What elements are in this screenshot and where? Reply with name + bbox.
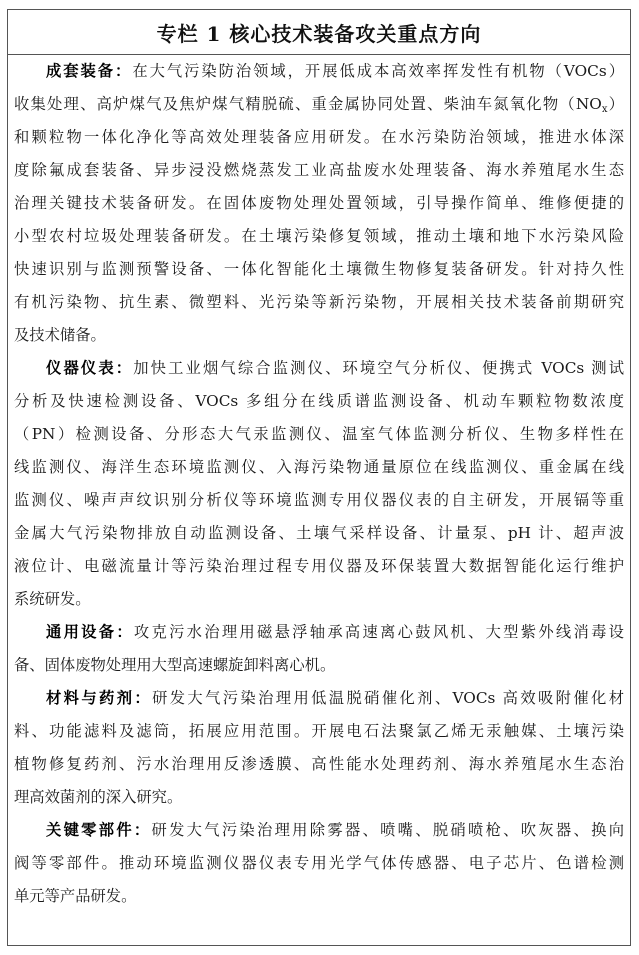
section-complete-equipment bbox=[14, 55, 624, 352]
text-line: 理高效菌剂的深入研究。 bbox=[14, 788, 183, 806]
text-line: 关键零部件：研发大气污染治理用除雾器、喷嘴、脱硝喷枪、吹灰器、换向 bbox=[46, 821, 624, 839]
text-line: 及技术储备。 bbox=[14, 326, 106, 344]
text-line: 通用设备：攻克污水治理用磁悬浮轴承高速离心鼓风机、大型紫外线消毒设 bbox=[46, 623, 624, 641]
section-lead: 材料与药剂： bbox=[46, 689, 153, 707]
text-line: 液位计、电磁流量计等污染治理过程专用仪器及环保装置大数据智能化运行维护 bbox=[14, 557, 624, 575]
section-lead: 仪器仪表： bbox=[46, 359, 134, 377]
text-line: 和颗粒物一体化净化等高效处理装备应用研发。在水污染防治领域，推进水体深 bbox=[14, 128, 624, 146]
section-instruments bbox=[14, 352, 624, 616]
text-line: 材料与药剂：研发大气污染治理用低温脱硝催化剂、VOCs 高效吸附催化材 bbox=[46, 689, 624, 707]
text-line: 收集处理、高炉煤气及焦炉煤气精脱硫、重金属协同处置、柴油车氮氧化物$(NO_x)$ bbox=[14, 95, 624, 115]
text-line: 治理关键技术装备研发。在固体废物处理处置领域，引导操作简单、维修便捷的 bbox=[14, 194, 624, 212]
text-line: 线监测仪、海洋生态环境监测仪、入海污染物通量原位在线监测仪、重金属在线 bbox=[14, 458, 624, 476]
section-lead: 关键零部件： bbox=[46, 821, 152, 839]
feature-box bbox=[7, 9, 631, 946]
text-line: 金属大气污染物排放自动监测设备、土壤气采样设备、计量泵、pH 计、超声波 bbox=[14, 524, 624, 542]
text-line: 成套装备：在大气污染防治领域，开展低成本高效率挥发性有机物（VOCs） bbox=[46, 62, 624, 80]
text-line: 度除氟成套装备、异步浸没燃烧蒸发工业高盐废水处理装备、海水养殖尾水生态 bbox=[14, 161, 624, 179]
section-lead: 成套装备： bbox=[46, 62, 133, 80]
box-content bbox=[8, 55, 630, 913]
text-line: 备、固体废物处理用大型高速螺旋卸料离心机。 bbox=[14, 656, 336, 674]
text-line: 仪器仪表：加快工业烟气综合监测仪、环境空气分析仪、便携式 VOCs 测试 bbox=[46, 359, 624, 377]
text-line: 有机污染物、抗生素、微塑料、光污染等新污染物，开展相关技术装备前期研究 bbox=[14, 293, 624, 311]
text-line: 监测仪、噪声声纹识别分析仪等环境监测专用仪器仪表的自主研发，开展镉等重 bbox=[14, 491, 624, 509]
section-key-components bbox=[14, 814, 624, 913]
section-materials bbox=[14, 682, 624, 814]
text-line: 小型农村垃圾处理装备研发。在土壤污染修复领域，推动土壤和地下水污染风险 bbox=[14, 227, 624, 245]
text-line: （PN）检测设备、分形态大气汞监测仪、温室气体监测分析仪、生物多样性在 bbox=[14, 425, 624, 443]
text-line: 料、功能滤料及滤筒，拓展应用范围。开展电石法聚氯乙烯无汞触媒、土壤污染 bbox=[14, 722, 624, 740]
text-line: 植物修复药剂、污水治理用反渗透膜、高性能水处理药剂、海水养殖尾水生态治 bbox=[14, 755, 624, 773]
text-line: 快速识别与监测预警设备、一体化智能化土壤微生物修复装备研发。针对持久性 bbox=[14, 260, 624, 278]
text-line: 分析及快速检测设备、VOCs 多组分在线质谱监测设备、机动车颗粒物数浓度 bbox=[14, 392, 624, 410]
section-general-equipment bbox=[14, 616, 624, 682]
box-header bbox=[8, 10, 630, 55]
text-line: 阀等零部件。推动环境监测仪器仪表专用光学气体传感器、电子芯片、色谱检测 bbox=[14, 854, 624, 872]
section-lead: 通用设备： bbox=[46, 623, 134, 641]
text-line: 系统研发。 bbox=[14, 590, 91, 608]
text-line: 单元等产品研发。 bbox=[14, 887, 137, 905]
box-title: 专栏 1 核心技术装备攻关重点方向 bbox=[156, 21, 482, 46]
